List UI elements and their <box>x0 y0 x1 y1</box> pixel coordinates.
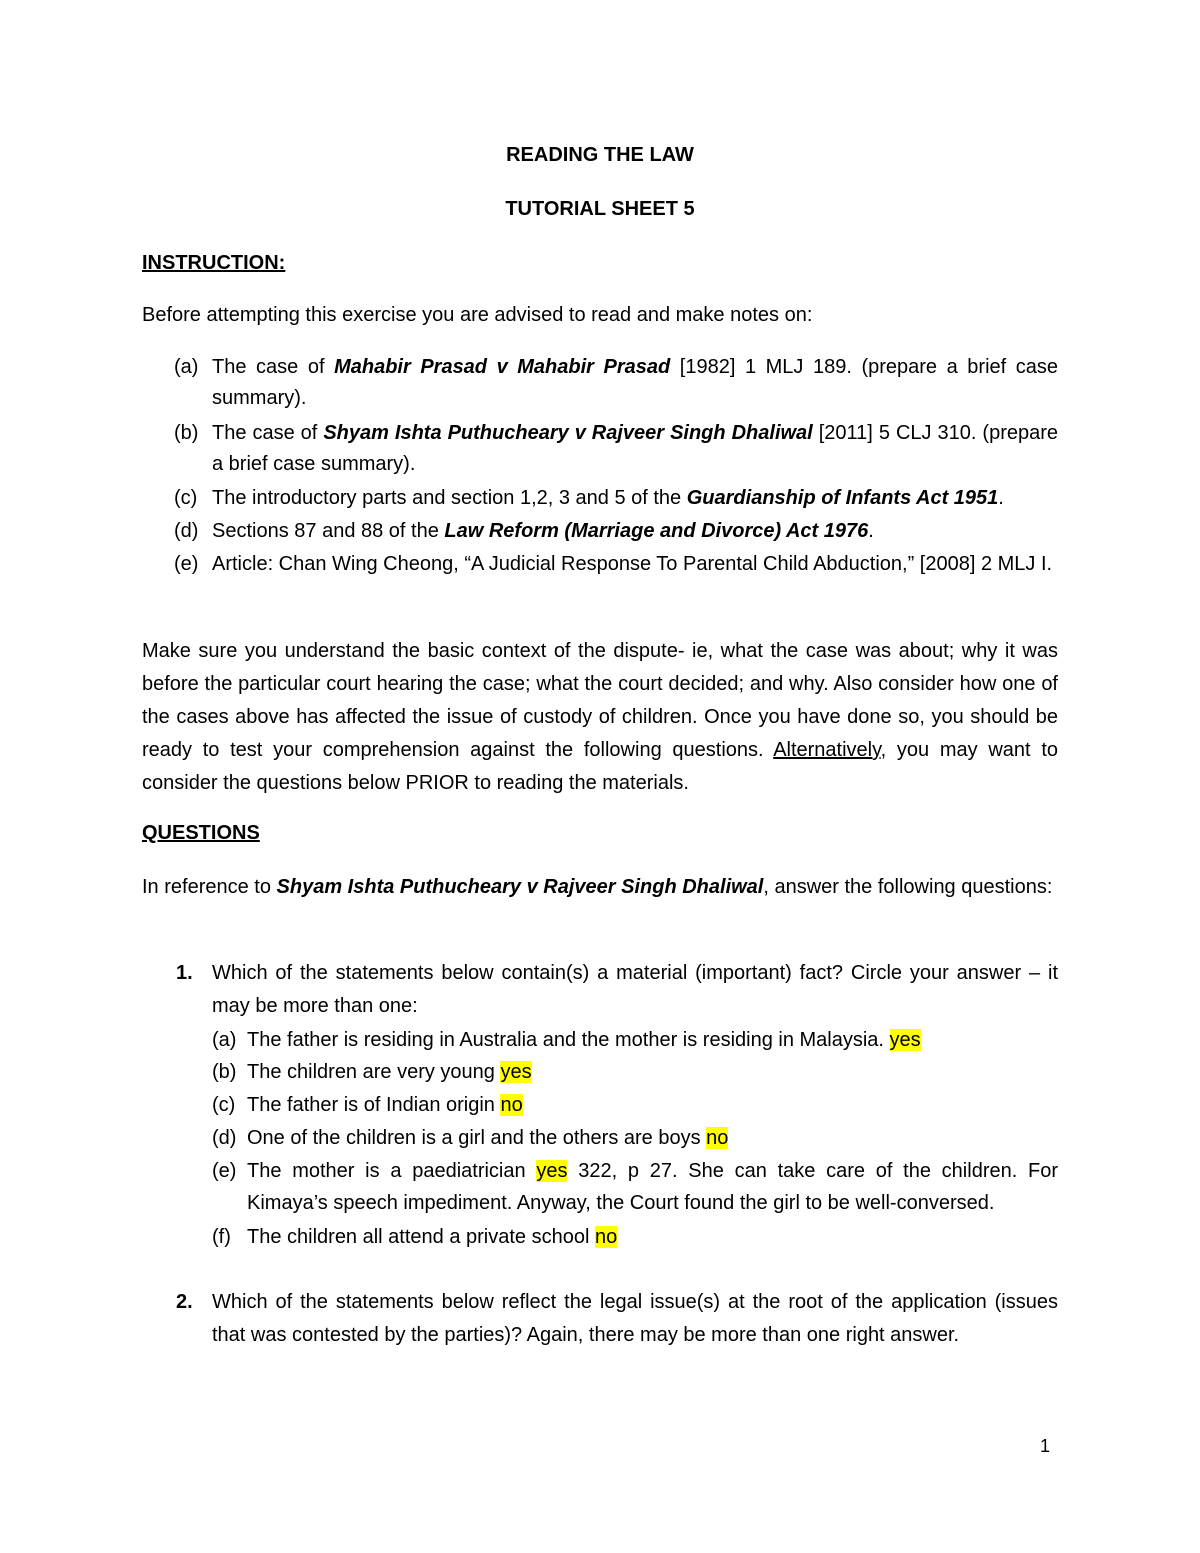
alternatively-word: Alternatively <box>773 739 881 761</box>
answer-highlight: yes <box>536 1160 568 1182</box>
item-marker: (c) <box>174 487 198 509</box>
intro-text: Before attempting this exercise you are advised to read and make notes on: <box>142 304 813 326</box>
item-marker: (d) <box>174 520 199 542</box>
answer-note: 322, p 27. She can take care of the children. For Kimaya’s speech impediment. Anyway, the Court found the girl to be well-conversed. <box>247 1160 1059 1214</box>
act-name: Guardianship of Infants Act 1951 <box>686 487 999 509</box>
item-marker: (e) <box>174 553 199 575</box>
item-marker: (b) <box>174 422 199 444</box>
answer-highlight: no <box>500 1094 523 1116</box>
question-text: Which of the statements below contain(s) a material (important) fact? Circle your answer – it may be more than one: <box>212 962 1058 1017</box>
answer-highlight: no <box>706 1127 729 1149</box>
document-page: READING THE LAW TUTORIAL SHEET 5 INSTRUCTION: Before attempting this exercise you are advised to read and make notes on: (a) The case of Mahabir Prasad v Mahabir Prasad [1982] 1 MLJ 189. (prepare a brief case summary). (b) The case of Shyam Ishta Puthucheary v Rajveer Singh Dhaliwal [2011] 5 CLJ 310. (prepare a brief case summary). (c) The introductory parts and section 1,2, 3 and 5 of the Guardianship of Infants Act 1951. (d) Sections 87 and 88 of the Law Reform (Marriage and Divorce) Act 1976. (e) Article: Chan Wing Cheong, “A Judicial Response To Parental Child Abduction,” [2008] 2 MLJ I. Make sure you understand the basic context of the dispute- ie, what the case was about; why it was before the particular court hearing the case; what the court decided; and why. Also consider how one of the cases above has affected the issue of custody of children. Once you have done so, you should be ready to test your comprehension against the following questions. Alternatively, you may want to consider the questions below PRIOR to reading the materials. QUESTIONS In reference to Shyam Ishta Puthucheary v Rajveer Singh Dhaliwal, answer the following questions: 1. Which of the statements below contain(s) a material (important) fact? Circle your answer – it may be more than one: (a) The father is residing in Australia and the mother is residing in Malaysia. yes (b) The children are very young yes (c) The father is of Indian origin no (d) One of the children is a girl and the others are boys no (e) The mother is a paediatrician yes 322, p 27. She can take care of the children. For Kimaya’s speech impediment. Anyway, the Court found the girl to be well-conversed. (f) The children all attend a private school no 2. Which of the statements below reflect the legal issue(s) at the root of the application (issues that was contested by the parties)? Again, there may be more than one right answer. 1 <box>0 0 1200 1553</box>
case-name: Mahabir Prasad v Mahabir Prasad <box>334 356 671 378</box>
question-text: Which of the statements below reflect the legal issue(s) at the root of the application (issues that was contested by the parties)? Again, there may be more than one right answer. <box>212 1291 1058 1346</box>
page-number: 1 <box>1040 1436 1051 1456</box>
case-name: Shyam Ishta Puthucheary v Rajveer Singh Dhaliwal <box>323 422 813 444</box>
act-name: Law Reform (Marriage and Divorce) Act 1976 <box>444 520 869 542</box>
question-number: 2. <box>176 1291 193 1313</box>
instruction-heading: INSTRUCTION: <box>142 252 286 274</box>
answer-highlight: no <box>594 1226 618 1248</box>
question-number: 1. <box>176 962 193 984</box>
answer-highlight: yes <box>889 1029 921 1051</box>
context-paragraph: Make sure you understand the basic context of the dispute- ie, what the case was about; why it was before the particular court hearing the case; what the court decided; and why. Also consider how one of the cases above has affected the issue of custody of children. Once you have done so, you should be ready to test your comprehension against the following questions. Alternatively, you may want to consider the questions below PRIOR to reading the materials. <box>142 640 1058 794</box>
reference-paragraph: In reference to Shyam Ishta Puthucheary v Rajveer Singh Dhaliwal, answer the following questions: <box>142 876 1053 898</box>
answer-highlight: yes <box>500 1061 532 1083</box>
document-title: READING THE LAW <box>506 144 694 166</box>
item-marker: (a) <box>174 356 199 378</box>
questions-heading: QUESTIONS <box>142 822 260 844</box>
case-name: Shyam Ishta Puthucheary v Rajveer Singh Dhaliwal <box>276 876 764 898</box>
document-subtitle: TUTORIAL SHEET 5 <box>505 198 695 220</box>
